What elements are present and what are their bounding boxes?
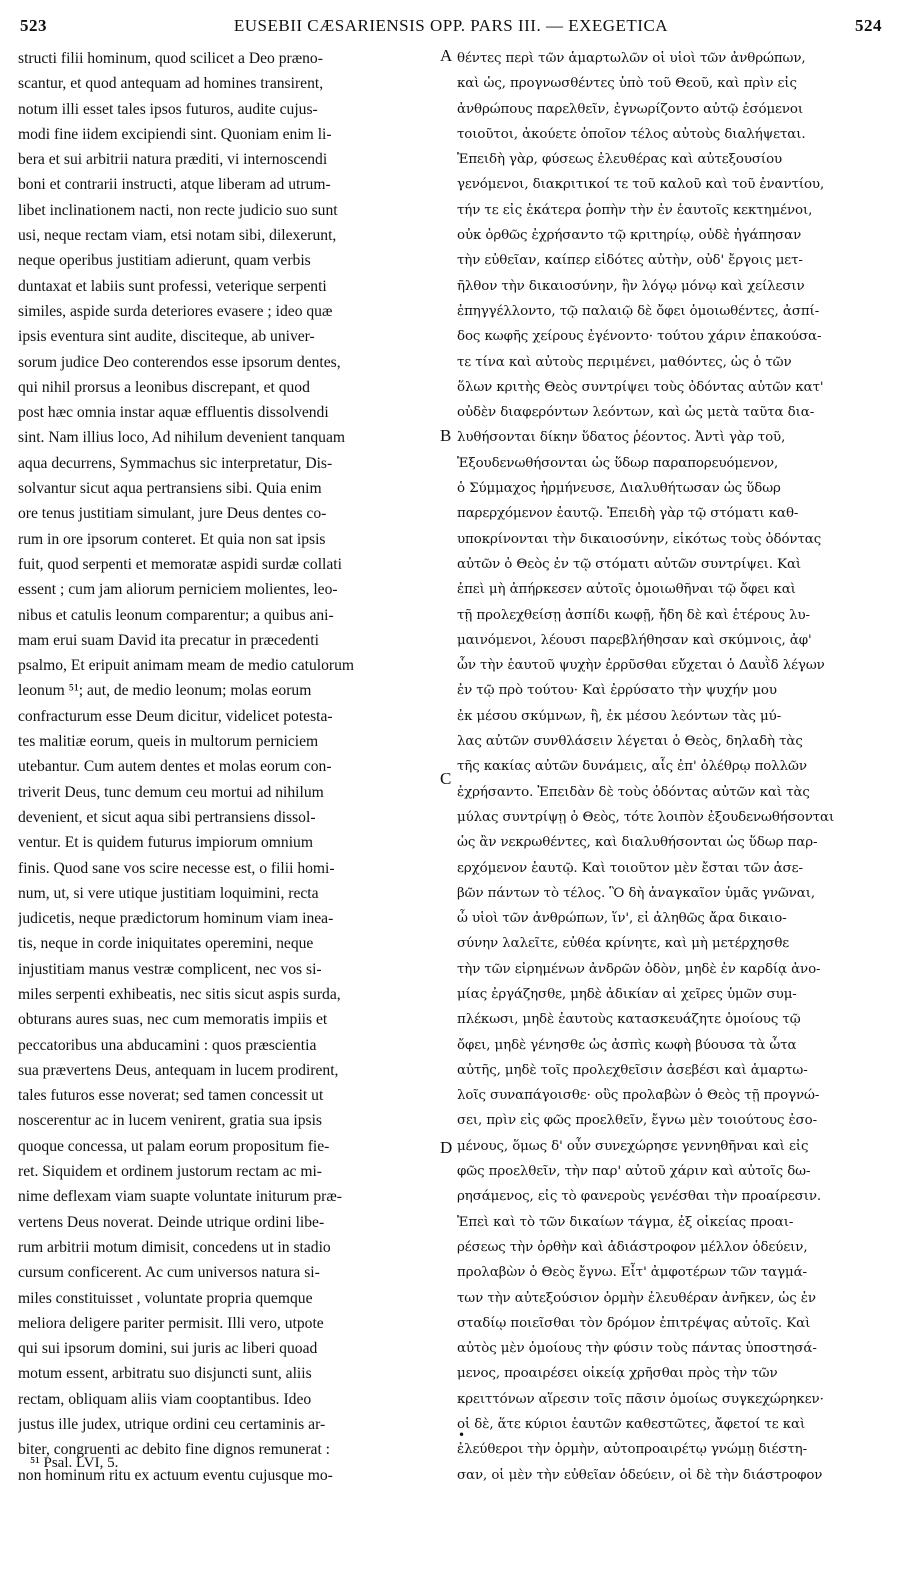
latin-text-line: noscerentur ac in lucem venirent, gratia sua ipsis [18, 1112, 322, 1130]
page-number-right: 524 [855, 16, 882, 35]
latin-text-line: vertens Deus noverat. Deinde utrique ordini libe- [18, 1213, 325, 1231]
margin-letter-a: A [440, 46, 453, 65]
greek-text-line: τοιοῦτοι, ἀκούετε ὁποῖον τέλος αὐτοὺς διαλήψεται. [457, 126, 806, 142]
latin-text-line: similes, aspide surda deteriores evasere ; ideo quæ [18, 302, 333, 320]
latin-text-line: justus ille judex, utrique ordini ceu certaminis ar- [18, 1416, 326, 1434]
latin-text-line: ventur. Et is quidem futurus impiorum omnium [18, 834, 313, 852]
greek-text-line: μενος, προαιρέσει οἰκείᾳ χρῆσθαι πρὸς τὴν τῶν [457, 1366, 778, 1382]
greek-text-line: ἐχρήσαντο. Ἐπειδὰν δὲ τοὺς ὀδόντας αὐτῶν καὶ τὰς [457, 784, 810, 800]
greek-text-line: ὡς ἂν νεκρωθέντες, καὶ διαλυθήσονται ὡς ὕδωρ παρ- [457, 835, 818, 851]
greek-text-line: μαινόμενοι, λέουσι παρεβλήθησαν καὶ σκύμνοις, ἀφ' [457, 632, 812, 648]
latin-text-line: libet inclinationem nacti, non recte judicio suo sunt [18, 201, 338, 219]
latin-text-line: biter, congruenti ac debito fine dignos remunerat : [18, 1441, 331, 1459]
latin-text-line: sua prævertens Deus, antequam in lucem prodirent, [18, 1061, 339, 1079]
greek-text-line: μίας ἐργάζησθε, μηδὲ ἀδικίαν αἱ χεῖρες ὑμῶν συμ- [457, 986, 797, 1002]
greek-text-line: κρειττόνων αἵρεσιν τοῖς πᾶσιν ὁμοίως συγκεχώρηκεν· [457, 1391, 824, 1407]
latin-text-line: meliora deligere pariter permisit. Illi vero, utpote [18, 1314, 324, 1332]
running-title: EUSEBII CÆSARIENSIS OPP. PARS III. — EXEGETICA [233, 16, 669, 35]
greek-text-line: καὶ ὡς, προγνωσθέντες ὑπὸ τοῦ Θεοῦ, καὶ πρὶν εἰς [457, 76, 797, 92]
latin-text-line: post hæc omnia instar aquæ effluentis dissolvendi [18, 404, 329, 422]
latin-text-line: rum in ore ipsorum conteret. Et quia non sat ipsis [18, 530, 326, 548]
greek-text-line: οὐκ ὀρθῶς ἐχρήσαντο τῷ κριτηρίῳ, οὐδὲ ἠγάπησαν [457, 228, 802, 244]
greek-text-line: ρησάμενος, εἰς τὸ φανεροὺς γενέσθαι τὴν προαίρεσιν. [457, 1189, 822, 1205]
latin-text-line: essent ; cum jam aliorum perniciem molientes, leo- [18, 581, 338, 599]
greek-text-line: των τὴν αὐτεξούσιον ὁρμὴν ἐλευθέραν ἀνῆκεν, ὡς ἐν [457, 1290, 816, 1306]
greek-text-line: πλέκωσι, μηδὲ ἑαυτοὺς κατασκευάζητε ὁμοίους τῷ [457, 1012, 801, 1028]
greek-text-line: υποκρίνονται τὴν δικαιοσύνην, εἰκότως τοὺς ὀδόντας [457, 531, 822, 547]
greek-text-line: γενόμενοι, διακριτικοί τε τοῦ καλοῦ καὶ τοῦ ἐναντίου, [457, 177, 825, 193]
latin-text-line: mam erui suam David ita precatur in præcedenti [18, 631, 319, 649]
latin-text-line: nime deflexam viam suapte voluntate initurum præ- [18, 1188, 342, 1206]
latin-text-line: leonum ⁵¹; aut, de medio leonum; molas eorum [18, 682, 312, 700]
latin-text-line: utebantur. Cum autem dentes et molas eorum con- [18, 758, 332, 776]
latin-text-line: miles serpenti exhibeatis, nec sitis sicut aspis surda, [18, 985, 341, 1003]
latin-text-line: notum illi esset tales ipsos futuros, audite cujus- [18, 100, 318, 118]
greek-text-line: αὐτῶν ὁ Θεὸς ἐν τῷ στόματι αὐτῶν συντρίψει. Καὶ [457, 556, 802, 572]
latin-text-line: cursum conficerent. Ac cum universos natura si- [18, 1264, 320, 1282]
greek-text-line: φῶς προελθεῖν, τὴν παρ' αὐτοῦ χάριν καὶ αὐτοῖς δω- [457, 1164, 811, 1180]
latin-text-line: ore tenus justitiam simulant, jure Deus dentes co- [18, 505, 327, 523]
greek-text-line: ερχόμενον ἑαυτῷ. Καὶ τοιοῦτον μὲν ἔσται τῶν ἀσε- [457, 860, 803, 876]
latin-text-line: obturans aures suas, nec cum memoratis impiis et [18, 1011, 328, 1029]
margin-letter-d: D [440, 1138, 453, 1157]
page-number-left: 523 [20, 16, 47, 35]
latin-text-line: quoque concessa, ut palam eorum propositum fie- [18, 1137, 330, 1155]
greek-text-line: οἱ δὲ, ἅτε κύριοι ἑαυτῶν καθεστῶτες, ἄφετοί τε καὶ [457, 1417, 806, 1433]
greek-text-line: σαν, οἱ μὲν τὴν εὐθεῖαν ὁδεύειν, οἱ δὲ τὴν διάστροφον [457, 1467, 823, 1483]
latin-text-line: ipsis eventura sint audite, disciteque, ab univer- [18, 328, 315, 346]
greek-text-line: ἀνθρώπους παρελθεῖν, ἐγνωρίζοντο αὐτῷ ἐσόμενοι [457, 101, 804, 117]
greek-text-line: λας αὐτῶν συνθλάσειν λέγεται ὁ Θεὸς, δηλαδὴ τὰς [457, 734, 803, 750]
greek-text-line: οὐδὲν διαφερόντων λεόντων, καὶ ὡς μετὰ ταῦτα δια- [457, 405, 815, 421]
latin-text-line: injustitiam manus vestræ complicent, nec vos si- [18, 960, 322, 978]
latin-text-line: non hominum ritu ex actuum eventu cujusque mo- [18, 1466, 333, 1484]
greek-text-line: Ἐπεὶ καὶ τὸ τῶν δικαίων τάγμα, ἐξ οἰκείας προαι- [457, 1214, 794, 1230]
greek-text-line: μύλας συντρίψῃ ὁ Θεὸς, τότε λοιπὸν ἐξουδενωθήσονται [457, 809, 835, 825]
latin-text-line: modi fine iidem excipiendi sint. Quoniam enim li- [18, 125, 332, 143]
latin-text-line: triverit Deus, tunc demum ceu mortui ad nihilum [18, 783, 324, 801]
latin-text-line: rum arbitrii motum dimisit, concedens ut in stadio [18, 1238, 331, 1256]
latin-text-line: miles constituisset , voluntate propria quemque [18, 1289, 313, 1307]
greek-text-line: ἐπεὶ μὴ ἀπήρκεσεν αὐτοῖς ὁμοιωθῆναι τῷ ὄφει καὶ [457, 582, 796, 598]
greek-text-line: τε τίνα καὶ αὐτοὺς περιμένει, μαθόντες, ὡς ὁ τῶν [457, 354, 792, 370]
greek-text-line: βῶν πάντων τὸ τέλος. Ὃ δὴ ἀναγκαῖον ὑμᾶς γνῶναι, [457, 885, 816, 901]
greek-text-line: σει, πρὶν εἰς φῶς προελθεῖν, ἔγνω μὲν τοιούτους ἐσο- [457, 1113, 818, 1129]
latin-column [18, 46, 434, 1488]
latin-text-line: solvantur sicut aqua pertransiens sibi. Quia enim [18, 480, 322, 498]
greek-text-line: τῆς κακίας αὐτῶν δυνάμεις, αἷς ἐπ' ὀλέθρῳ πολλῶν [457, 759, 807, 775]
latin-text-line: sint. Nam illius loco, Ad nihilum devenient tanquam [18, 429, 345, 447]
greek-text-line: Ἐξουδενωθήσονται ὡς ὕδωρ παραπορευόμενον, [457, 455, 779, 471]
greek-column [457, 46, 884, 1488]
greek-text-line: ἐπηγγέλλοντο, τῷ παλαιῷ δὲ ὄφει ὁμοιωθέντες, ἀσπί- [457, 303, 820, 319]
greek-text-line: τὴν εὐθεῖαν, καίπερ εἰδότες αὐτὴν, οὐδ' ἔργοις μετ- [457, 253, 803, 269]
greek-text-line: δος κωφῆς χείρους ἐγένοντο· τούτου χάριν ἐπακούσα- [457, 329, 822, 345]
stray-mark: • [458, 1428, 466, 1442]
running-header [20, 16, 882, 42]
latin-text-line: rectam, obliquam aliis viam cooptantibus. Ideo [18, 1390, 312, 1408]
latin-text-line: duntaxat et labiis sunt professi, veterique serpenti [18, 277, 327, 295]
greek-text-line: ὁ Σύμμαχος ἡρμήνευσε, Διαλυθήτωσαν ὡς ὕδωρ [457, 481, 781, 497]
greek-text-line: ἐκ μέσου σκύμνων, ἢ, ἐκ μέσου λεόντων τὰς μύ- [457, 708, 782, 724]
greek-text-line: ὄφει, μηδὲ γένησθε ὡς ἀσπὶς κωφὴ βύουσα τὰ ὦτα [457, 1037, 797, 1053]
latin-text-line: ret. Siquidem et ordinem justorum rectam ac mi- [18, 1163, 322, 1181]
latin-text-line: judicetis, neque prædictorum hominum viam inea- [18, 910, 334, 928]
greek-text-line: τῇ προλεχθείσῃ ἀσπίδι κωφῇ, ἤδη δὲ καὶ ἑτέρους λυ- [457, 607, 810, 623]
greek-text-line: ἐλεύθεροι τὴν ὁρμὴν, αὐτοπροαιρέτῳ γνώμῃ διέστη- [457, 1442, 807, 1458]
greek-text-line: λοῖς συναπάγοισθε· οὓς προλαβὼν ὁ Θεὸς τῇ προγνώ- [457, 1088, 820, 1104]
latin-text-line: num, ut, si vere utique justitiam loquimini, recta [18, 884, 319, 902]
latin-text-line: confracturum esse Deum dicitur, videlicet potesta- [18, 707, 333, 725]
latin-text-line: devenient, et sicut aqua sibi pertransiens dissol- [18, 808, 316, 826]
latin-text-line: tales futuros esse noverat; sed tamen concessit ut [18, 1087, 324, 1105]
latin-text-line: boni et contrarii instructi, atque liberam ad utrum- [18, 176, 331, 194]
latin-text-line: motum essent, arbitratu suo disjuncti sunt, aliis [18, 1365, 312, 1383]
latin-text-line: qui sui ipsorum domini, sui juris ac liberi quoad [18, 1340, 318, 1358]
margin-letter-c: C [440, 769, 452, 788]
latin-text-line: neque operibus justitiam adierunt, quam verbis [18, 252, 311, 270]
greek-text-line: μένους, ὅμως δ' οὖν συνεχώρησε γεννηθῆναι καὶ εἰς [457, 1138, 809, 1154]
greek-text-line: προλαβὼν ὁ Θεὸς ἔγνω. Εἶτ' ἀμφοτέρων τῶν ταγμά- [457, 1265, 807, 1281]
greek-text-line: θέντες περὶ τῶν ἁμαρτωλῶν οἱ υἱοὶ τῶν ἀνθρώπων, [457, 51, 806, 66]
latin-text-line: tis, neque in corde iniquitates operemini, neque [18, 935, 314, 953]
latin-text-line: scantur, et quod antequam ad homines transirent, [18, 75, 324, 93]
latin-text-line: peccatoribus una abducamini : quos præscientia [18, 1036, 317, 1054]
latin-text-line: aqua decurrens, Symmachus sic interpretatur, Dis- [18, 454, 333, 472]
greek-text-line: σταδίῳ ποιεῖσθαι τὸν δρόμον ἐπιτρέψας αὐτοῖς. Καὶ [457, 1315, 811, 1331]
greek-text-line: ὦ υἱοὶ τῶν ἀνθρώπων, ἵν', εἰ ἀληθῶς ἄρα δικαιο- [457, 911, 787, 927]
latin-text-line: sorum judice Deo conterendos esse ipsorum dentes, [18, 353, 341, 371]
latin-text-line: bera et sui arbitrii natura præditi, vi internoscendi [18, 151, 328, 169]
latin-text-line: tes malitiæ eorum, queis in multorum perniciem [18, 733, 319, 751]
greek-text-line: ἐν τῷ πρὸ τούτου· Καὶ ἐρρύσατο τὴν ψυχήν μου [457, 683, 777, 699]
greek-text-line: αὐτὸς μὲν ὁμοίους τὴν φύσιν τοὺς πάντας ὑποστησά- [457, 1341, 817, 1357]
greek-text-line: ὧν τὴν ἑαυτοῦ ψυχὴν ἐρρῦσθαι εὔχεται ὁ Δαυῒδ λέγων [457, 658, 825, 674]
greek-text-line: σύνην λαλεῖτε, εὐθέα κρίνητε, καὶ μὴ μετέρχησθε [457, 936, 790, 952]
greek-text-line: ρέσεως τὴν ὀρθὴν καὶ ἀδιάστροφον μέλλον ὁδεύειν, [457, 1239, 808, 1255]
latin-text-line: psalmo, Et eripuit animam meam de medio catulorum [18, 657, 355, 675]
greek-text-line: λυθήσονται δίκην ὕδατος ῥέοντος. Ἀντὶ γὰρ τοῦ, [457, 430, 786, 446]
latin-text-line: qui nihil prorsus a leonibus discrepant, et quod [18, 378, 310, 396]
greek-text-line: τήν τε εἰς ἑκάτερα ῥοπὴν τὴν ἐν ἑαυτοῖς κεκτημένοι, [457, 202, 813, 218]
footnote: ⁵¹ Psal. LVI, 5. [30, 1455, 119, 1471]
latin-text-line: structi filii hominum, quod scilicet a Deo præno- [18, 50, 323, 67]
greek-text-line: ῆλθον τὴν δικαιοσύνην, ἣν λόγῳ μόνῳ καὶ χείλεσιν [457, 278, 805, 294]
latin-text-line: usi, neque rectam viam, etsi notam sibi, dilexerunt, [18, 227, 337, 245]
greek-text-line: αὐτῆς, μηδὲ τοῖς προλεχθεῖσιν ἀσεβέσι καὶ ἁμαρτω- [457, 1062, 808, 1078]
greek-text-line: ὅλων κριτὴς Θεὸς συντρίψει τοὺς ὀδόντας αὐτῶν κατ' [457, 379, 824, 395]
latin-text-line: fuit, quod serpenti et memoratæ aspidi surdæ collati [18, 555, 342, 573]
greek-text-line: παρερχόμενον ἑαυτῷ. Ἐπειδὴ γὰρ τῷ στόματι καθ- [457, 506, 799, 522]
margin-letter-b: B [440, 426, 452, 445]
latin-text-line: finis. Quod sane vos scire necesse est, o filii homi- [18, 859, 335, 877]
greek-text-line: Ἐπειδὴ γὰρ, φύσεως ἐλευθέρας καὶ αὐτεξουσίου [457, 152, 783, 168]
greek-text-line: τὴν τῶν εἰρημένων ἀνδρῶν ὁδὸν, μηδὲ ἐν καρδίᾳ ἀνο- [457, 961, 821, 977]
latin-text-line: nibus et catulis leonum comparentur; a quibus ani- [18, 606, 334, 624]
